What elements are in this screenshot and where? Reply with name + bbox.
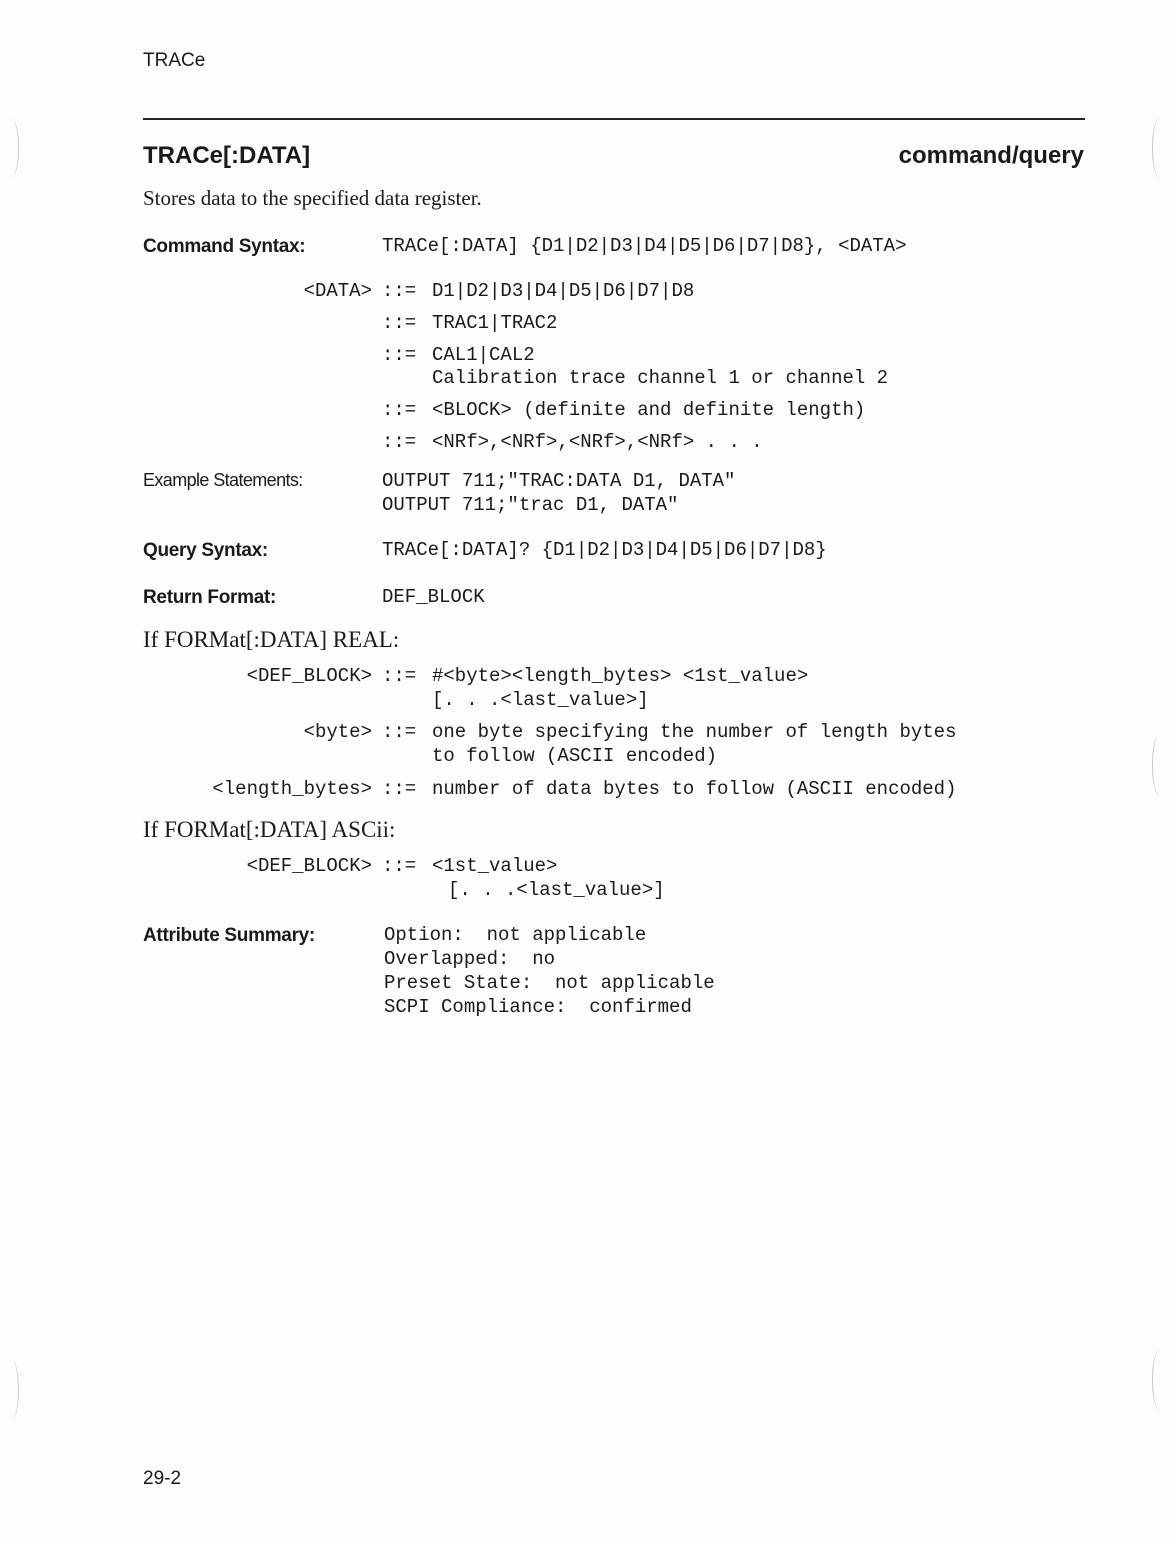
ascii-format-heading: If FORMat[:DATA] ASCii: xyxy=(143,817,396,842)
def-block-line-2: [. . .<last_value>] xyxy=(432,689,649,711)
op-symbol: ::= xyxy=(382,721,417,743)
scan-artifact xyxy=(4,118,19,178)
byte-term: <byte> xyxy=(303,721,372,743)
page-number: 29-2 xyxy=(143,1468,182,1489)
op-symbol: ::= xyxy=(382,665,417,687)
byte-line-2: to follow (ASCII encoded) xyxy=(432,745,718,767)
def-block-term: <DEF_BLOCK> xyxy=(246,665,372,687)
query-syntax-value: TRACe[:DATA]? {D1|D2|D3|D4|D5|D6|D7|D8} xyxy=(382,539,827,561)
length-bytes-term: <length_bytes> xyxy=(212,778,372,800)
op-symbol: ::= xyxy=(382,344,417,366)
attribute-summary-label: Attribute Summary: xyxy=(143,925,315,946)
command-type: command/query xyxy=(898,142,1084,169)
scan-artifact xyxy=(1152,735,1167,795)
real-format-heading: If FORMat[:DATA] REAL: xyxy=(143,627,400,652)
op-symbol: ::= xyxy=(382,778,417,800)
command-syntax-value: TRACe[:DATA] {D1|D2|D3|D4|D5|D6|D7|D8}, <DATA> xyxy=(382,235,907,257)
op-symbol: ::= xyxy=(382,312,417,334)
header-rule xyxy=(143,118,1085,120)
running-header: TRACe xyxy=(143,50,206,71)
cal-note: Calibration trace channel 1 or channel 2 xyxy=(432,367,889,389)
data-alternative-4: <BLOCK> (definite and definite length) xyxy=(432,399,866,421)
example-statements-label: Example Statements: xyxy=(143,470,303,490)
op-symbol: ::= xyxy=(382,280,417,302)
length-bytes-line: number of data bytes to follow (ASCII encoded) xyxy=(432,778,957,800)
byte-line-1: one byte specifying the number of length bytes xyxy=(432,721,957,743)
description: Stores data to the specified data register. xyxy=(143,186,482,210)
ascii-line-2: [. . .<last_value>] xyxy=(448,879,665,901)
data-alternative-2: TRAC1|TRAC2 xyxy=(432,312,558,334)
data-alternative-3: CAL1|CAL2 xyxy=(432,344,535,366)
data-term: <DATA> xyxy=(303,280,372,302)
op-symbol: ::= xyxy=(382,855,417,877)
ascii-line-1: <1st_value> xyxy=(432,855,558,877)
ascii-def-block-term: <DEF_BLOCK> xyxy=(246,855,372,877)
scan-artifact xyxy=(1152,118,1167,178)
page-title: TRACe[:DATA] xyxy=(143,142,311,169)
attribute-line-3: Preset State: not applicable xyxy=(384,972,715,994)
attribute-line-1: Option: not applicable xyxy=(384,924,647,946)
example-line-2: OUTPUT 711;"trac D1, DATA" xyxy=(382,494,679,516)
command-syntax-label: Command Syntax: xyxy=(143,236,306,257)
return-format-value: DEF_BLOCK xyxy=(382,586,485,608)
def-block-line-1: #<byte><length_bytes> <1st_value> xyxy=(432,665,809,687)
scan-artifact xyxy=(1152,1350,1167,1410)
scan-artifact xyxy=(4,1360,19,1420)
query-syntax-label: Query Syntax: xyxy=(143,540,268,561)
attribute-line-2: Overlapped: no xyxy=(384,948,556,970)
op-symbol: ::= xyxy=(382,431,417,453)
attribute-line-4: SCPI Compliance: confirmed xyxy=(384,996,692,1018)
example-line-1: OUTPUT 711;"TRAC:DATA D1, DATA" xyxy=(382,470,736,492)
data-alternative-5: <NRf>,<NRf>,<NRf>,<NRf> . . . xyxy=(432,431,763,453)
op-symbol: ::= xyxy=(382,399,417,421)
return-format-label: Return Format: xyxy=(143,587,277,608)
data-alternative-1: D1|D2|D3|D4|D5|D6|D7|D8 xyxy=(432,280,695,302)
